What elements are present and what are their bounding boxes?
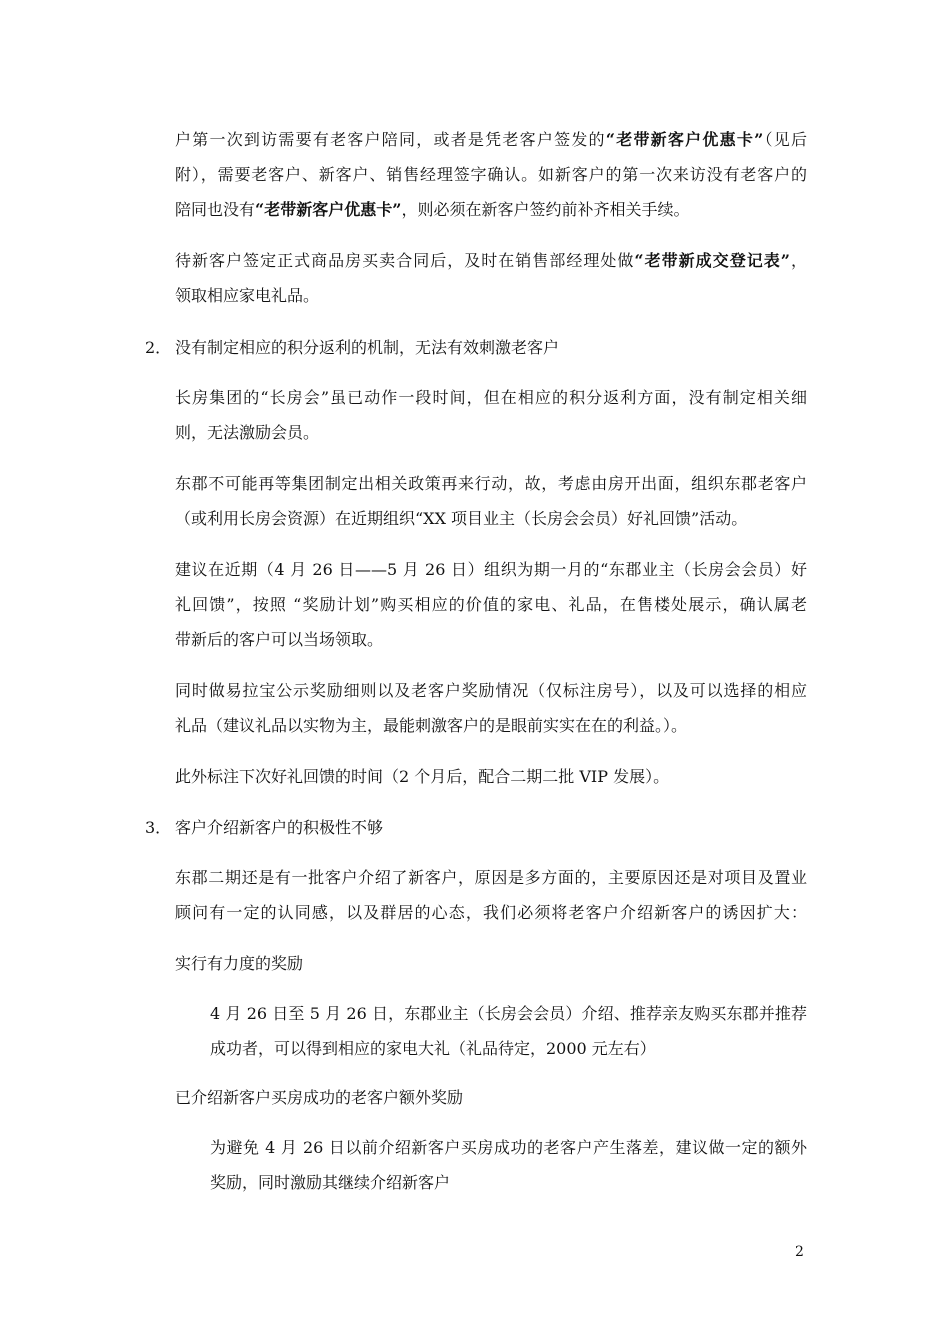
paragraph-line: 为避免 4 月 26 日以前介绍新客户买房成功的老客户产生落差，建议做一定的额外 xyxy=(210,1138,807,1157)
paragraph-line: 陪同也没有“老带新客户优惠卡”，则必须在新客户签约前补齐相关手续。 xyxy=(175,200,690,219)
paragraph-line: （或利用长房会资源）在近期组织“XX 项目业主（长房会会员）好礼回馈”活动。 xyxy=(175,509,748,528)
paragraph-line: 顾问有一定的认同感，以及群居的心态，我们必须将老客户介绍新客户的诱因扩大： xyxy=(175,903,807,922)
paragraph-line: 领取相应家电礼品。 xyxy=(175,286,320,305)
page-number: 2 xyxy=(795,1244,804,1260)
subheading: 实行有力度的奖励 xyxy=(175,954,304,973)
paragraph-line: 待新客户签定正式商品房买卖合同后，及时在销售部经理处做“老带新成交登记表”， xyxy=(175,251,807,270)
section-number: 3． xyxy=(145,818,172,837)
subheading: 已介绍新客户买房成功的老客户额外奖励 xyxy=(175,1088,464,1107)
paragraph-line: 建议在近期（4 月 26 日——5 月 26 日）组织为期一月的“东郡业主（长房会会员）好 xyxy=(175,560,807,579)
paragraph-line: 东郡二期还是有一批客户介绍了新客户，原因是多方面的，主要原因还是对项目及置业 xyxy=(175,868,807,887)
paragraph-line: 则，无法激励会员。 xyxy=(175,423,320,442)
paragraph-line: 礼品（建议礼品以实物为主，最能刺激客户的是眼前实实在在的利益。）。 xyxy=(175,716,688,735)
paragraph-line: 此外标注下次好礼回馈的时间（2 个月后，配合二期二批 VIP 发展）。 xyxy=(175,767,670,786)
paragraph-line: 4 月 26 日至 5 月 26 日，东郡业主（长房会会员）介绍、推荐亲友购买东郡并推荐 xyxy=(210,1004,807,1023)
paragraph-line: 长房集团的“长房会”虽已动作一段时间，但在相应的积分返利方面，没有制定相关细 xyxy=(175,388,807,407)
paragraph-line: 礼回馈”，按照 “奖励计划”购买相应的价值的家电、礼品，在售楼处展示，确认属老 xyxy=(175,595,807,614)
section-heading: 没有制定相应的积分返利的机制，无法有效刺激老客户 xyxy=(175,338,560,357)
paragraph-line: 带新后的客户可以当场领取。 xyxy=(175,630,384,649)
paragraph-line: 户第一次到访需要有老客户陪同，或者是凭老客户签发的“老带新客户优惠卡”（见后 xyxy=(175,130,807,149)
paragraph-line: 附），需要老客户、新客户、销售经理签字确认。如新客户的第一次来访没有老客户的 xyxy=(175,165,807,184)
section-heading: 客户介绍新客户的积极性不够 xyxy=(175,818,384,837)
section-number: 2． xyxy=(145,338,172,357)
paragraph-line: 东郡不可能再等集团制定出相关政策再来行动，故，考虑由房开出面，组织东郡老客户 xyxy=(175,474,807,493)
paragraph-line: 奖励，同时激励其继续介绍新客户 xyxy=(210,1173,451,1192)
paragraph-line: 成功者，可以得到相应的家电大礼（礼品待定，2000 元左右） xyxy=(210,1039,656,1058)
paragraph-line: 同时做易拉宝公示奖励细则以及老客户奖励情况（仅标注房号），以及可以选择的相应 xyxy=(175,681,807,700)
